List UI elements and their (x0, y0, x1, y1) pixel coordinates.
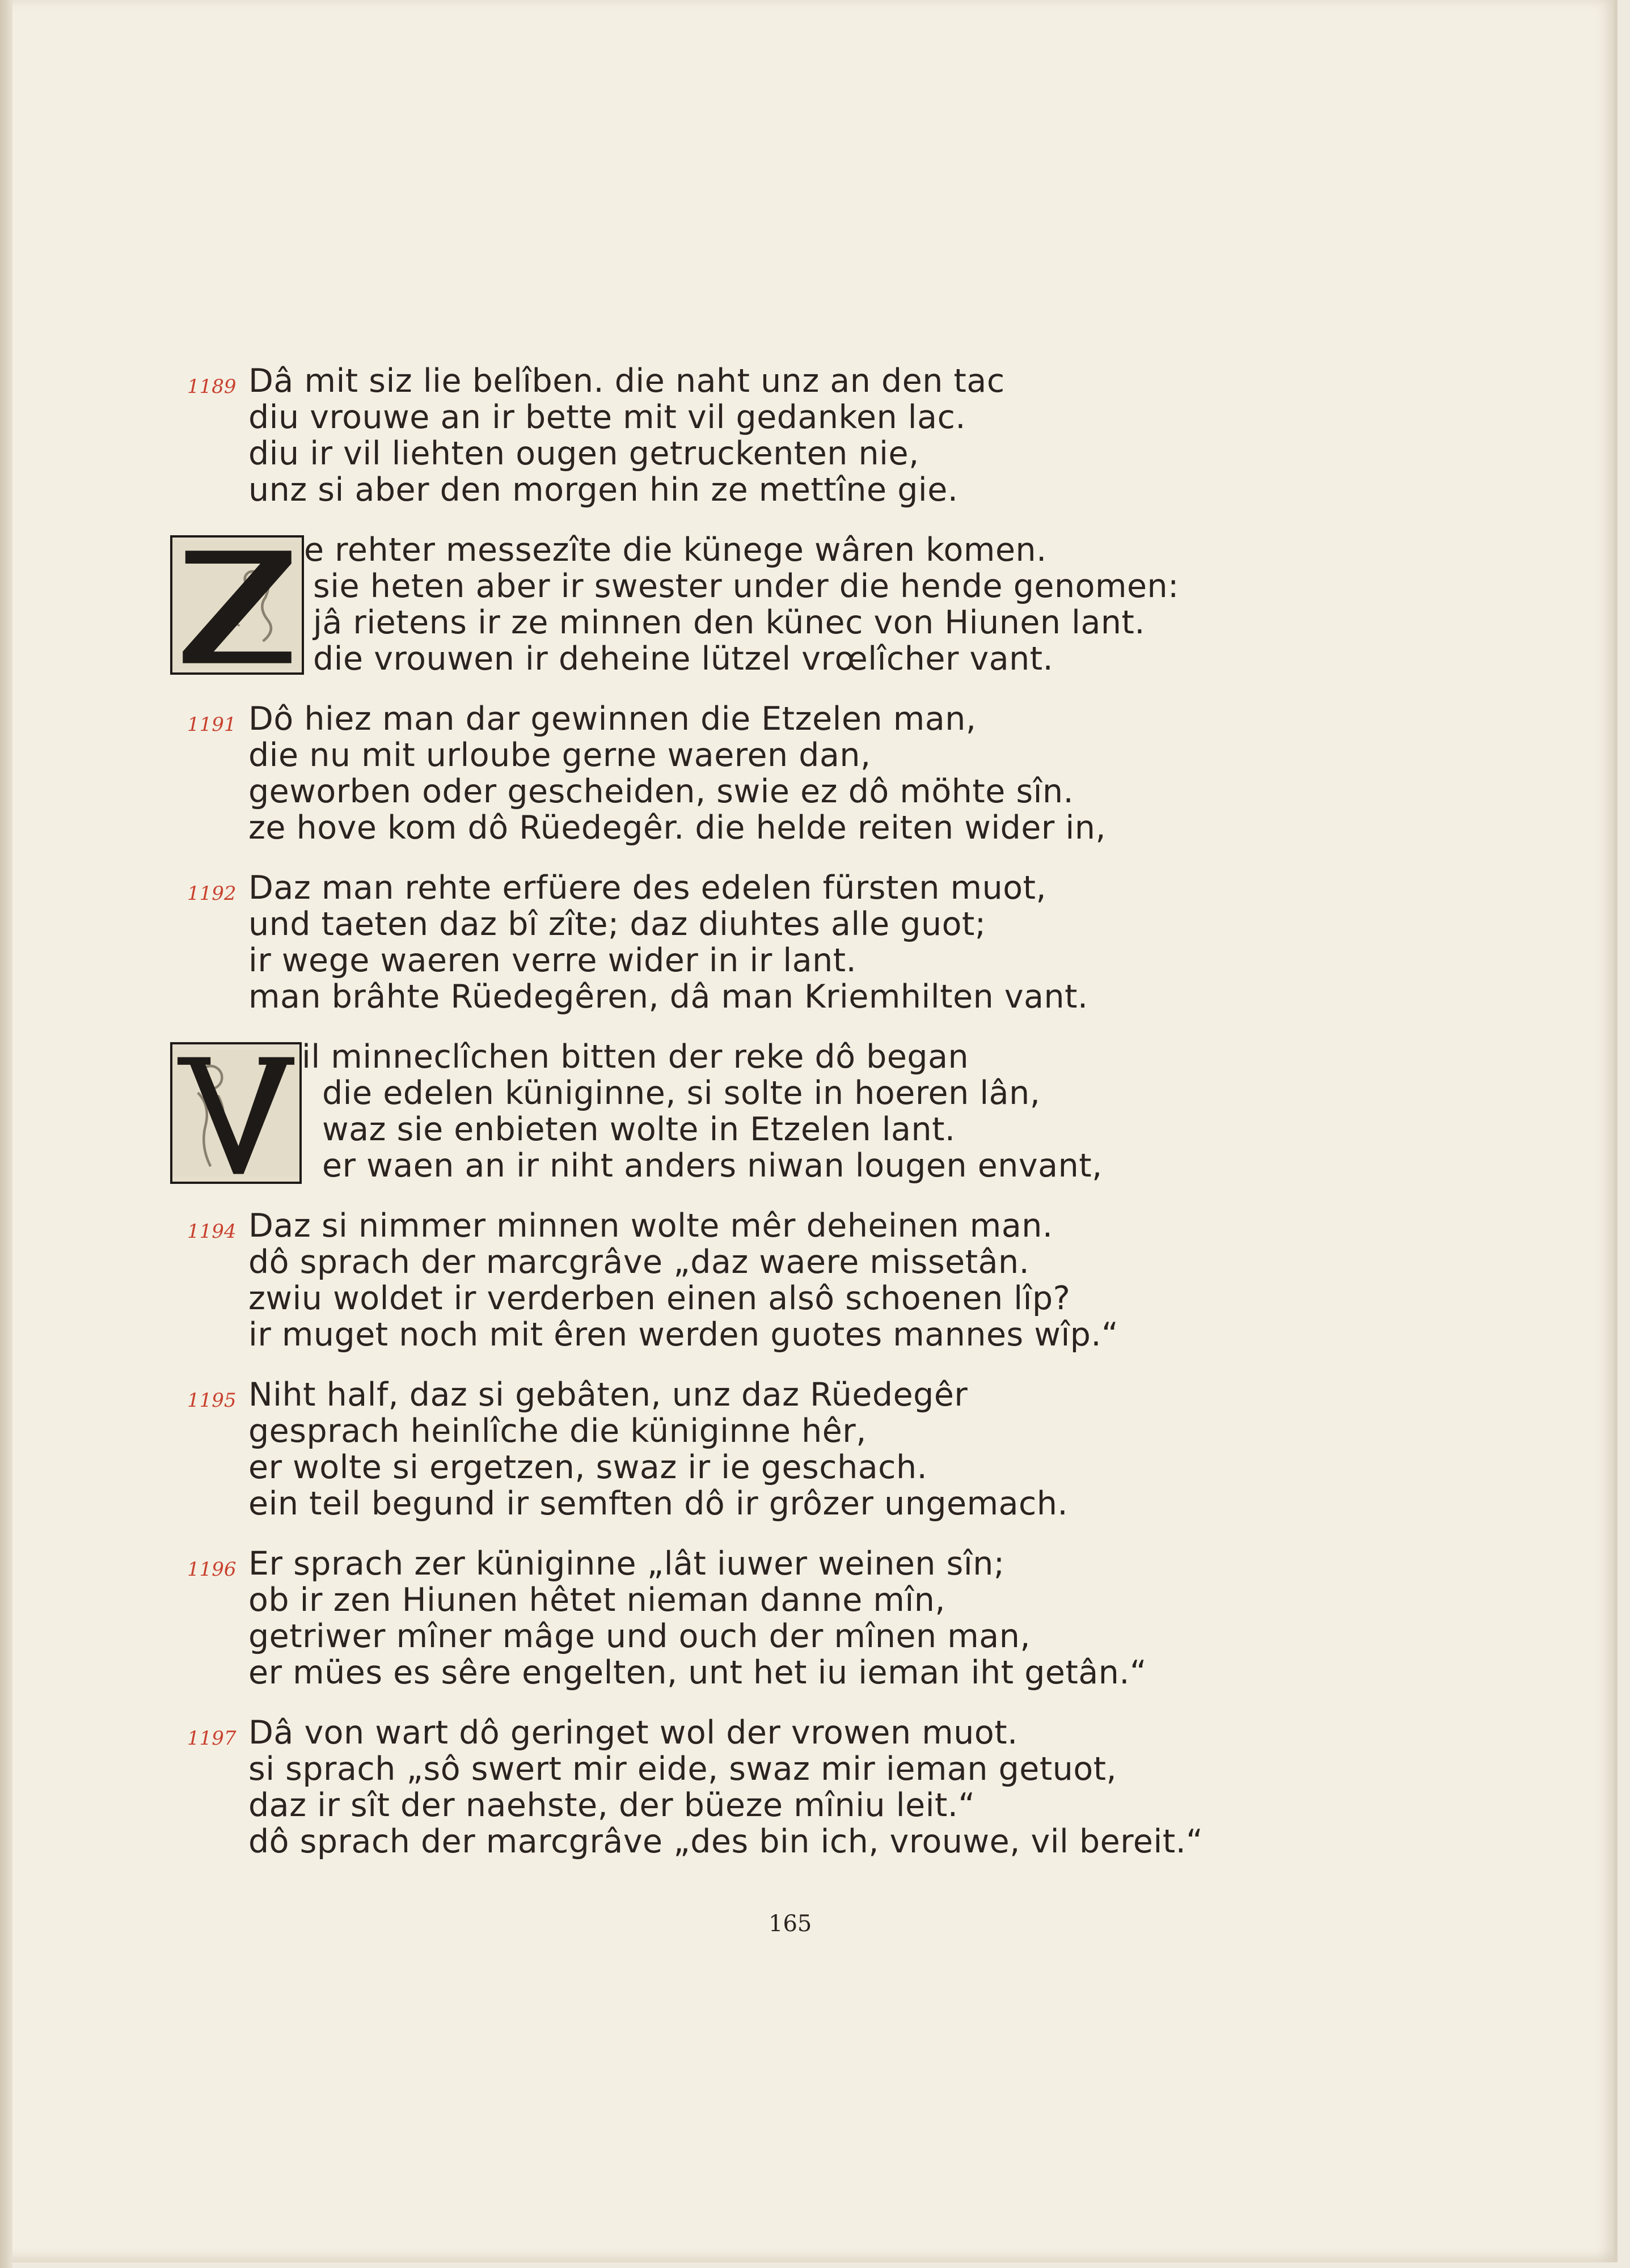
verse-line: jâ rietens ir ze minnen den künec von Hiunen lant. (313, 604, 1146, 641)
verse-line: dô sprach der marcgrâve „daz waere missetân. (248, 1243, 1030, 1281)
verse-line: ob ir zen Hiunen hêtet nieman danne mîn, (248, 1581, 946, 1619)
stanza-number: 1194 (187, 1220, 237, 1243)
stanza-number: 1192 (187, 882, 237, 905)
verse-line: ein teil begund ir semften dô ir grôzer ungemach. (248, 1485, 1069, 1522)
verse-line: die vrouwen ir deheine lützel vrœlîcher vant. (313, 640, 1054, 678)
verse-line: Daz si nimmer minnen wolte mêr deheinen man. (248, 1207, 1053, 1245)
page-gutter (0, 0, 12, 2268)
verse-line: waz sie enbieten wolte in Etzelen lant. (322, 1111, 956, 1148)
verse-line: Er sprach zer küniginne „lât iuwer weinen sîn; (248, 1545, 1005, 1582)
stanza-1197 (170, 1715, 1304, 1860)
stanza-initial-z (170, 532, 1304, 677)
stanza-1191 (170, 701, 1304, 846)
verse-line: e rehter messezîte die künege wâren komen. (304, 531, 1047, 569)
stanza-1189 (170, 363, 1304, 508)
stanza-1192 (170, 870, 1304, 1015)
stanza-number: 1196 (187, 1558, 237, 1581)
verse-line: geworben oder gescheiden, swie ez dô möhte sîn. (248, 773, 1074, 810)
verse-line: unz si aber den morgen hin ze mettîne gie. (248, 471, 958, 509)
verse-line: diu ir vil liehten ougen getruckenten nie, (248, 435, 919, 472)
stanza-number: 1197 (187, 1727, 237, 1750)
verse-line: die nu mit urloube gerne waeren dan, (248, 737, 871, 774)
stanza-1194 (170, 1208, 1304, 1353)
stanza-number: 1195 (187, 1389, 237, 1412)
verse-line: Dâ mit siz lie belîben. die naht unz an den tac (248, 362, 1005, 400)
initial-z-icon (172, 538, 302, 672)
verse-line: il minneclîchen bitten der reke dô began (302, 1038, 969, 1076)
verse-line: ir muget noch mit êren werden guotes mannes wîp.“ (248, 1316, 1119, 1353)
verse-line: Daz man rehte erfüere des edelen fürsten muot, (248, 869, 1047, 907)
verse-line: dô sprach der marcgrâve „des bin ich, vrouwe, vil bereit.“ (248, 1823, 1204, 1860)
verse-line: getriwer mîner mâge und ouch der mînen man, (248, 1618, 1031, 1655)
verse-line: Niht half, daz si gebâten, unz daz Rüedegêr (248, 1376, 968, 1414)
verse-line: ir wege waeren verre wider in ir lant. (248, 942, 857, 979)
initial-v-icon (172, 1044, 299, 1182)
verse-line: diu vrouwe an ir bette mit vil gedanken lac. (248, 399, 966, 436)
verse-line: si sprach „sô swert mir eide, swaz mir ieman getuot, (248, 1750, 1117, 1788)
page-number: 165 (768, 1911, 812, 1937)
decorated-initial-z (170, 535, 304, 675)
poem-text (170, 363, 1304, 1884)
verse-line: ze hove kom dô Rüedegêr. die helde reiten wider in, (248, 809, 1107, 847)
stanza-initial-v (170, 1039, 1304, 1184)
stanza-number: 1189 (187, 375, 237, 398)
verse-line: sie heten aber ir swester under die hende genomen: (313, 568, 1179, 605)
stanza-1195 (170, 1377, 1304, 1522)
decorated-initial-v (170, 1042, 302, 1184)
verse-line: Dâ von wart dô geringet wol der vrowen muot. (248, 1714, 1018, 1751)
stanza-1196 (170, 1546, 1304, 1691)
verse-line: man brâhte Rüedegêren, dâ man Kriemhilten vant. (248, 978, 1088, 1015)
verse-line: er mües es sêre engelten, unt het iu ieman iht getân.“ (248, 1654, 1147, 1691)
verse-line: zwiu woldet ir verderben einen alsô schoenen lîp? (248, 1280, 1071, 1317)
stanza-number: 1191 (187, 713, 237, 736)
verse-line: gesprach heinlîche die küniginne hêr, (248, 1412, 867, 1450)
verse-line: und taeten daz bî zîte; daz diuhtes alle guot; (248, 905, 986, 943)
verse-line: die edelen küniginne, si solte in hoeren lân, (322, 1074, 1041, 1112)
verse-line: er wolte si ergetzen, swaz ir ie geschach. (248, 1449, 928, 1486)
verse-line: Dô hiez man dar gewinnen die Etzelen man, (248, 700, 977, 738)
verse-line: daz ir sît der naehste, der büeze mîniu leit.“ (248, 1787, 976, 1824)
verse-line: er waen an ir niht anders niwan lougen envant, (322, 1147, 1103, 1184)
